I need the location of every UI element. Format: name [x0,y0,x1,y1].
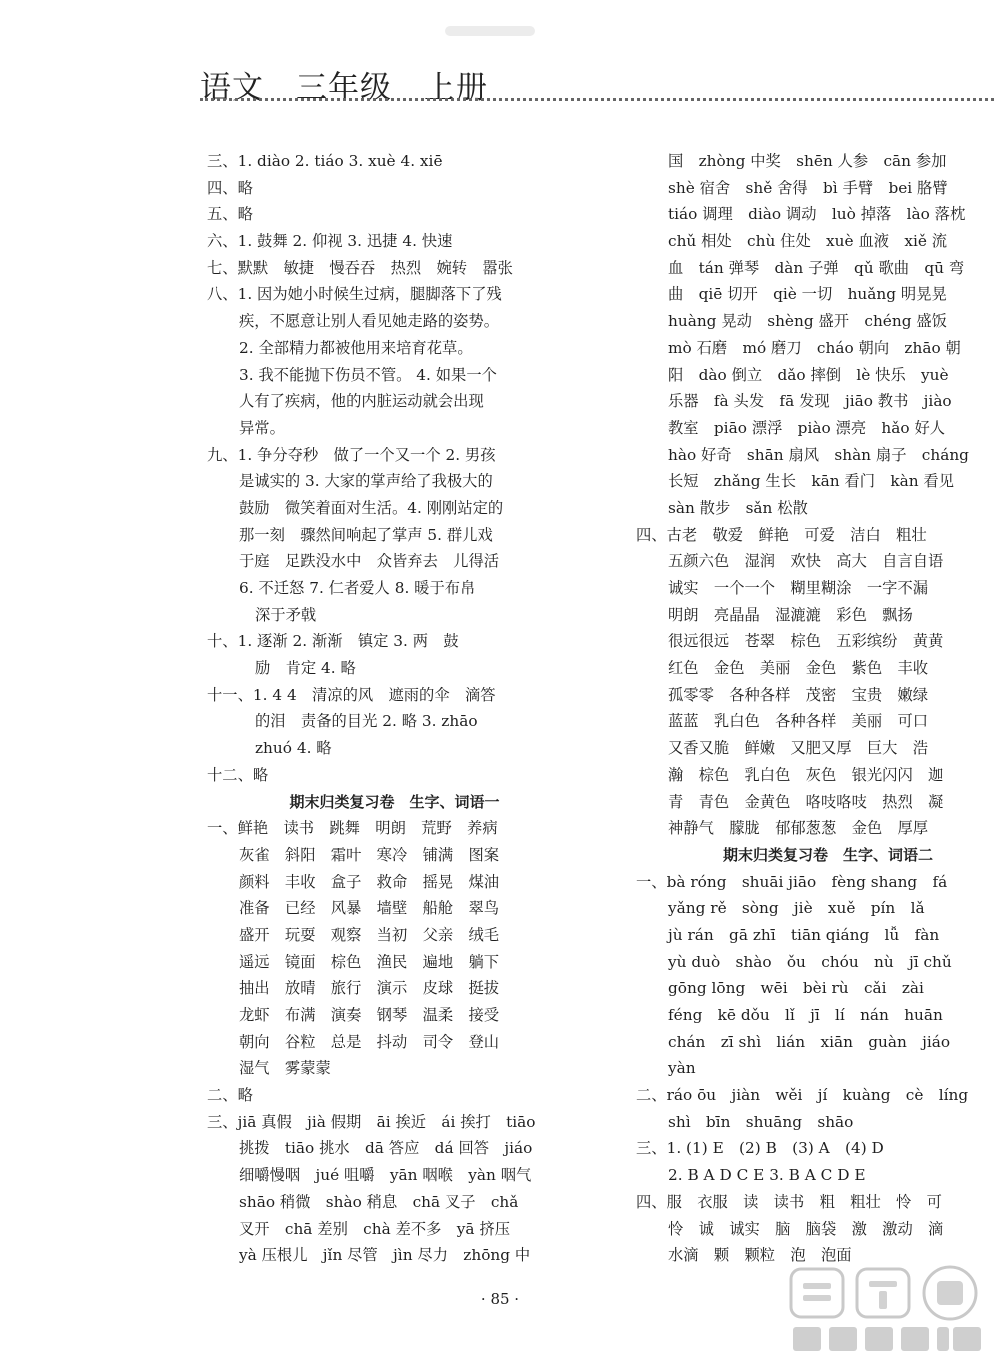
watermark-logo [785,1263,990,1358]
answer-line: 阳 dào 倒立 dǎo 摔倒 lè 快乐 yuè [668,365,949,384]
answer-line: 灰雀 斜阳 霜叶 寒冷 铺满 图案 [239,845,500,864]
answer-line: mò 石磨 mó 磨刀 cháo 朝向 zhāo 朝 [668,338,961,357]
answer-line: 一、bà róng shuāi jiāo fèng shang fá [636,872,948,891]
answer-line: 人有了疾病，他的内脏运动就会出现 [239,392,484,411]
answer-line: 十、1. 逐渐 2. 渐渐 镇定 3. 两 鼓 [207,632,459,651]
section-heading: 期末归类复习卷 生字、词语一 [289,792,500,811]
answer-line: yù duò shào ǒu chóu nù jī chǔ [668,952,952,971]
answer-line: 十一、1. 4 4 清凉的风 遮雨的伞 滴答 [207,685,496,704]
answer-line: jù rán gā zhī tiān qiáng lǚ fàn [668,925,940,944]
answer-line: 深于矛戟 [255,605,317,624]
answer-line: 于庭 足跌没水中 众皆弃去 儿得活 [239,552,500,571]
answer-line: 抽出 放晴 旅行 演示 皮球 挺拔 [239,979,500,998]
answer-line: tiáo 调理 diào 调动 luò 掉落 lào 落枕 [668,205,966,224]
answer-line: 2. 全部精力都被他用来培育花草。 [239,338,473,357]
answer-line: gōng lōng wēi bèi rù cǎi zài [668,979,924,998]
answer-line: 国 zhòng 中奖 shēn 人参 cān 参加 [668,152,947,170]
section-heading: 期末归类复习卷 生字、词语二 [722,845,933,864]
left-answer-column [207,148,552,1269]
answer-line: zhuó 4. 略 [255,739,332,758]
answer-line: 青 青色 金黄色 咯吱咯吱 热烈 凝 [668,792,944,811]
answer-line: 挑拨 tiāo 挑水 dā 答应 dá 回答 jiáo [239,1139,533,1158]
answer-line: hào 好奇 shān 扇风 shàn 扇子 cháng [668,445,969,464]
answer-line: 红色 金色 美丽 金色 紫色 丰收 [668,659,929,678]
answer-line: yǎng rě sòng jiè xuě pín lǎ [668,899,925,918]
answer-line: 朝向 谷粒 总是 抖动 司令 登山 [239,1032,500,1051]
answer-line: féng kē dǒu lǐ jī lí nán huān [668,1006,943,1024]
answer-line: chǔ 相处 chù 住处 xuè 血液 xiě 流 [668,232,948,251]
answer-line: 三、1. diào 2. tiáo 3. xuè 4. xiē [207,152,443,170]
answer-line: 异常。 [239,418,285,437]
answer-line: 颜料 丰收 盒子 救命 摇晃 煤油 [239,872,500,891]
answer-line: 蓝蓝 乳白色 各种各样 美丽 可口 [668,712,929,731]
answer-line: 四、古老 敬爱 鲜艳 可爱 洁白 粗壮 [636,525,927,544]
answer-line: 血 tán 弹琴 dàn 子弹 qǔ 歌曲 qū 弯 [668,258,965,277]
answer-line: 湿气 雾蒙蒙 [239,1059,331,1078]
answer-line: 瀚 棕色 乳白色 灰色 银光闪闪 迦 [668,765,944,784]
answer-line: 疾，不愿意让别人看见她走路的姿势。 [239,312,500,331]
answer-line: 十二、略 [207,765,269,784]
scan-smudge [445,26,535,36]
answer-line: 怜 诚 诚实 脑 脑袋 激 激动 滴 [668,1219,944,1238]
answer-line: 神静气 朦胧 郁郁葱葱 金色 厚厚 [668,819,929,838]
answer-line: 八、1. 因为她小时候生过病，腿脚落下了残 [207,285,502,304]
answer-line: 龙虾 布满 演奏 钢琴 温柔 接受 [239,1006,500,1024]
answer-line: 鼓励 微笑着面对生活。4. 刚刚站定的 [239,498,504,517]
answer-line: 又香又脆 鲜嫩 又肥又厚 巨大 浩 [668,739,929,758]
answer-line: 遥远 镜面 棕色 渔民 遍地 躺下 [239,952,500,971]
answer-line: 教室 piāo 漂浮 piào 漂亮 hǎo 好人 [668,418,946,437]
answer-line: 二、ráo ōu jiàn wěi jí kuàng cè líng [636,1086,969,1105]
answer-line: 六、1. 鼓舞 2. 仰视 3. 迅捷 4. 快速 [207,232,453,251]
answer-line: sàn 散步 sǎn 松散 [668,498,808,517]
answer-line: 乐器 fà 头发 fā 发现 jiāo 教书 jiào [668,392,952,411]
page-header-title: 语文 三年级 上册 [200,70,488,106]
answer-line: 四、略 [207,178,253,197]
answer-line: 励 肯定 4. 略 [255,659,356,678]
answer-line: 二、略 [207,1086,253,1105]
answer-line: 水滴 颗 颗粒 泡 泡面 [668,1246,852,1265]
answer-line: 一、鲜艳 读书 跳舞 明朗 荒野 养病 [207,819,498,838]
answer-line: 五、略 [207,205,253,224]
answer-line: 三、1. (1) E (2) B (3) A (4) D [636,1139,884,1158]
answer-line: 五颜六色 湿润 欢快 高大 自言自语 [668,552,944,571]
answer-line: 的泪 责备的目光 2. 略 3. zhāo [255,712,478,731]
answer-line: 那一刻 骤然间响起了掌声 5. 群儿戏 [239,525,493,544]
answer-line: 长短 zhǎng 生长 kān 看门 kàn 看见 [668,472,955,491]
answer-line: huàng 晃动 shèng 盛开 chéng 盛饭 [668,312,947,331]
answer-line: 2. B A D C E 3. B A C D E [668,1166,866,1185]
page-number: · 85 · [480,1290,520,1308]
answer-line: 孤零零 各种各样 茂密 宝贵 嫩绿 [668,685,929,704]
answer-line: shāo 稍微 shào 稍息 chā 叉子 chǎ [239,1192,519,1211]
answer-line: 诚实 一个一个 糊里糊涂 一字不漏 [668,579,929,597]
header-dotted-rule [200,98,994,101]
answer-line: 明朗 亮晶晶 湿漉漉 彩色 飘扬 [668,605,913,624]
answer-line: 准备 已经 风暴 墙壁 船舱 翠鸟 [239,899,500,918]
answer-line: yàn [668,1059,696,1078]
answer-line: 三、jiā 真假 jià 假期 āi 挨近 ái 挨打 tiāo [207,1112,536,1131]
answer-line: 七、默默 敏捷 慢吞吞 热烈 婉转 嚣张 [207,258,513,277]
answer-line: 3. 我不能抛下伤员不管。 4. 如果一个 [239,365,497,384]
answer-line: shè 宿舍 shě 舍得 bì 手臂 bei 胳臂 [668,178,948,197]
answer-line: 叉开 chā 差别 chà 差不多 yā 挤压 [239,1219,510,1238]
answer-line: 盛开 玩耍 观察 当初 父亲 绒毛 [239,925,500,944]
answer-line: chán zī shì lián xiān guàn jiáo [668,1032,951,1051]
answer-line: yà 压根儿 jǐn 尽管 jìn 尽力 zhōng 中 [239,1246,531,1265]
answer-line: 很远很远 苍翠 棕色 五彩缤纷 黄黄 [668,632,944,651]
answer-line: 是诚实的 3. 大家的掌声给了我极大的 [239,472,493,491]
answer-line: shì bīn shuāng shāo [668,1112,854,1131]
answer-line: 曲 qiē 切开 qiè 一切 huǎng 明晃晃 [668,285,947,304]
answer-line: 四、服 衣服 读 读书 粗 粗壮 怜 可 [636,1192,942,1211]
answer-line: 九、1. 争分夺秒 做了一个又一个 2. 男孩 [207,445,496,464]
answer-line: 6. 不迁怒 7. 仁者爱人 8. 暖于布帛 [239,579,476,597]
right-answer-column [636,148,988,1269]
answer-line: 细嚼慢咽 jué 咀嚼 yān 咽喉 yàn 咽气 [239,1166,532,1185]
